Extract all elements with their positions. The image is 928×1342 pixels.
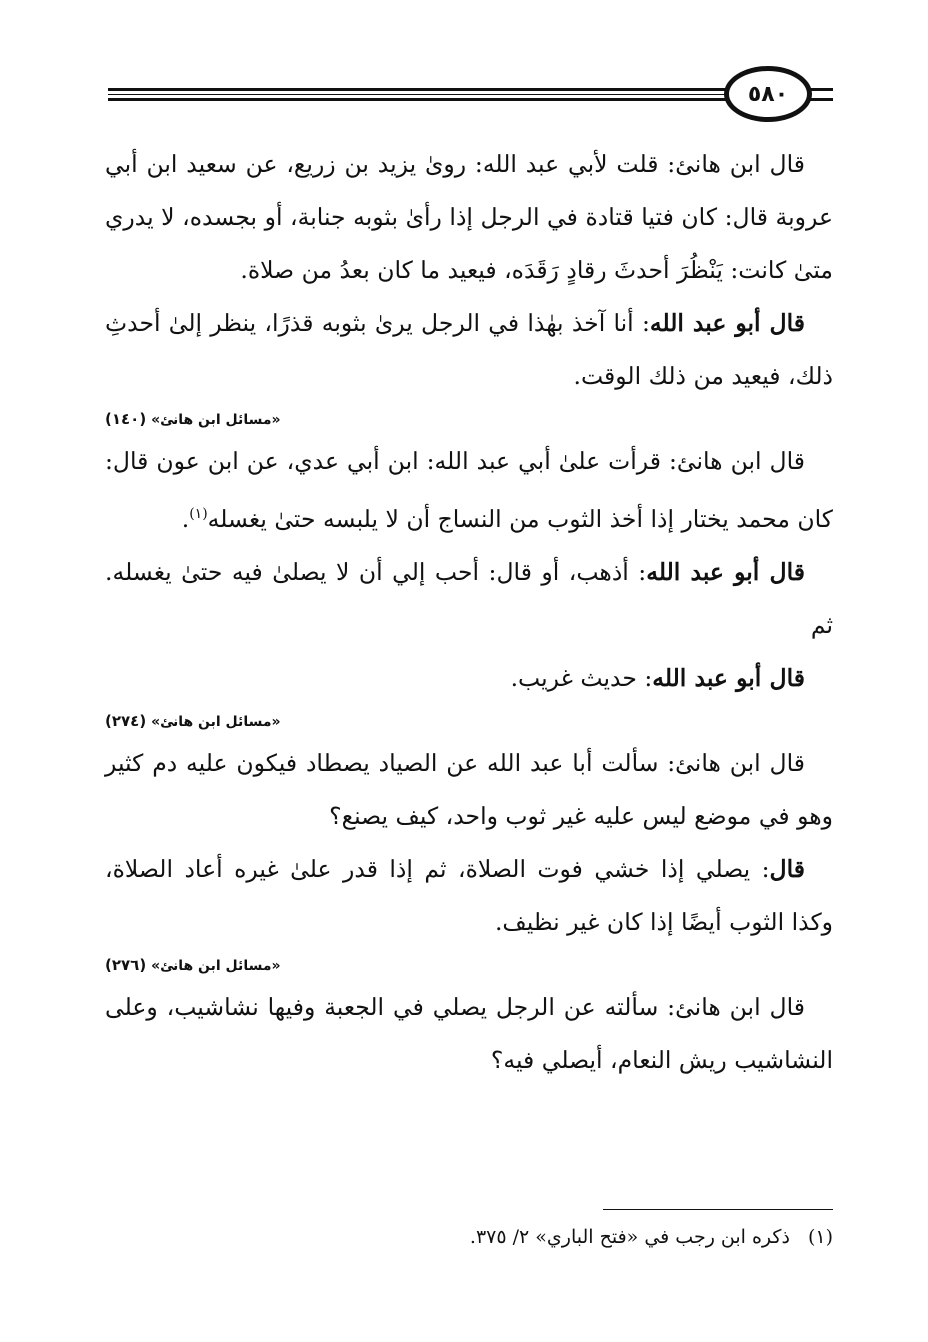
paragraph-text: : يصلي إذا خشي فوت الصلاة، ثم إذا قدر علىٰ غيره أعاد الصلاة، وكذا الثوب أيضًا إذا كان غير نظيف. — [105, 854, 833, 936]
paragraph — [105, 435, 833, 546]
paragraph-text: قال ابن هانئ: سألت أبا عبد الله عن الصياد يصطاد فيكون عليه دم كثير وهو في موضع ليس عليه غير ثوب واحد، كيف يصنع؟ — [105, 748, 833, 830]
paragraph-text: : أذهب، أو قال: أحب إلي أن لا يصلىٰ فيه حتىٰ يغسله. ثم — [105, 557, 833, 639]
source-label: «مسائل ابن هانئ» — [151, 412, 281, 428]
source-label: «مسائل ابن هانئ» — [151, 713, 281, 730]
header-rule — [108, 88, 740, 91]
speaker-label: قال أبو عبد الله — [652, 663, 805, 692]
footnote-separator — [603, 1209, 833, 1210]
paragraph — [105, 843, 833, 949]
source-citation — [105, 403, 833, 435]
paragraph — [105, 737, 833, 843]
paragraph — [105, 652, 833, 705]
source-number: (١٤٠) — [105, 410, 147, 428]
page-number-badge — [724, 66, 812, 122]
speaker-label: قال أبو عبد الله — [646, 557, 805, 586]
footnote-ref[interactable]: (١) — [189, 506, 208, 522]
paragraph — [105, 546, 833, 652]
source-citation — [105, 949, 833, 981]
speaker-label: قال — [769, 854, 805, 883]
footnote — [470, 1222, 833, 1252]
header-rule — [108, 98, 740, 101]
page-number: ٥٨٠ — [747, 81, 789, 107]
paragraph — [105, 297, 833, 403]
main-text — [105, 138, 833, 1087]
footnote-text: ذكره ابن رجب في «فتح الباري» ٢/ ٣٧٥. — [469, 1226, 790, 1248]
header-rule-thin — [108, 94, 740, 95]
footnote-number: (١) — [807, 1226, 833, 1248]
paragraph-text: قال ابن هانئ: قلت لأبي عبد الله: روىٰ يزيد بن زريع، عن سعيد ابن أبي عروبة قال: كان فتيا قتادة في الرجل إذا رأىٰ بثوبه جنابة، أو بجسده، لا يدري متىٰ كانت: يَنْظُرَ أحدثَ رقادٍ رَقَدَه، فيعيد ما كان بعدُ من صلاة. — [105, 150, 833, 284]
paragraph — [105, 138, 833, 297]
paragraph — [105, 981, 833, 1087]
paragraph-text: : حديث غريب. — [510, 663, 653, 692]
paragraph-text: قال ابن هانئ: سألته عن الرجل يصلي في الجعبة وفيها نشاشيب، وعلى النشاشيب ريش النعام، أيصلي فيه؟ — [105, 992, 833, 1074]
paragraph-text: قال ابن هانئ: قرأت علىٰ أبي عبد الله: ابن أبي عدي، عن ابن عون قال: كان محمد يختار إذا أخذ الثوب من النساج أن لا يلبسه حتىٰ يغسله — [105, 447, 833, 533]
paragraph-text: : أنا آخذ بهٰذا في الرجل يرىٰ بثوبه قذرًا، ينظر إلىٰ أحدثِ ذلك، فيعيد من ذلك الوقت. — [105, 309, 833, 390]
source-label: «مسائل ابن هانئ» — [151, 957, 281, 974]
speaker-label: قال أبو عبد الله — [649, 309, 805, 337]
paragraph-tail: . — [181, 504, 190, 533]
source-number: (٢٧٤) — [105, 711, 147, 730]
source-number: (٢٧٦) — [105, 955, 147, 974]
source-citation — [105, 705, 833, 737]
